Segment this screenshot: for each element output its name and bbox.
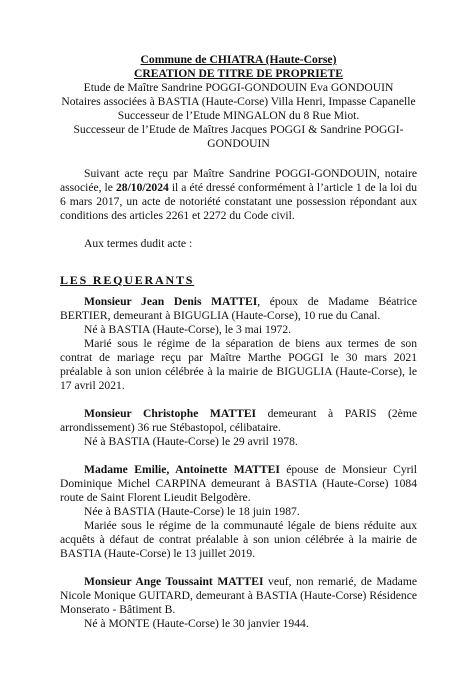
person-name: Madame Emilie, Antoinette MATTEI (84, 463, 280, 476)
commune-title: Commune de CHIATRA (Haute-Corse) (140, 53, 337, 66)
person-description: Monsieur Christophe MATTEI demeurant à PARIS (2ème arrondissement) 36 rue Stébastopol, célibataire. (60, 407, 417, 434)
section-title: LES REQUERANTS (60, 273, 195, 287)
person-name: Monsieur Christophe MATTEI (84, 407, 257, 420)
person-name: Monsieur Ange Toussaint MATTEI (84, 575, 264, 588)
person-description: Madame Emilie, Antoinette MATTEI épouse de Monsieur Cyril Dominique Michel CARPINA demeurant à BASTIA (Haute-Corse) 1084 route de Saint Florent Lieudit Belgodère. (60, 463, 417, 504)
notice-title: CREATION DE TITRE DE PROPRIETE (134, 67, 343, 80)
person-entry (60, 575, 417, 631)
person-entry (60, 463, 417, 561)
person-entry (60, 407, 417, 449)
person-birth: Né à BASTIA (Haute-Corse), le 3 mai 1972. (84, 323, 292, 336)
person-marital-status: Mariée sous le régime de la communauté légale de biens réduite aux acquêts à défaut de contrat préalable à son union célébrée à la mairie de BASTIA (Haute-Corse) le 13 juillet 2019. (60, 519, 417, 560)
person-name: Monsieur Jean Denis MATTEI (84, 295, 258, 308)
person-birth: Née à BASTIA (Haute-Corse) le 18 juin 1987. (84, 505, 300, 518)
successor-line-1: Successeur de l’Etude MINGALON du 8 Rue Miot. (117, 109, 360, 122)
person-birth: Né à MONTE (Haute-Corse) le 30 janvier 1944. (84, 617, 309, 630)
terms-paragraph: Aux termes dudit acte : (84, 237, 193, 250)
notary-address: Notaires associées à BASTIA (Haute-Corse) Villa Henri, Impasse Capanelle (61, 95, 416, 108)
person-description: Monsieur Ange Toussaint MATTEI veuf, non remarié, de Madame Nicole Monique GUITARD, demeurant à BASTIA (Haute-Corse) Résidence Monserato - Bâtiment B. (60, 575, 417, 616)
notary-office: Etude de Maître Sandrine POGGI-GONDOUIN Eva GONDOUIN (83, 81, 394, 94)
person-entry (60, 295, 417, 393)
notice-body (60, 167, 417, 631)
act-date: 28/10/2024 (115, 181, 169, 194)
intro-paragraph: Suivant acte reçu par Maître Sandrine POGGI-GONDOUIN, notaire associée, le 28/10/2024 il a été dressé conformément à l’article 1 de la loi du 6 mars 2017, un acte de notoriété constatant une possession répondant aux conditions des articles 2261 et 2272 du Code civil. (60, 167, 418, 222)
successor-line-2: Successeur de l’Etude de Maîtres Jacques POGGI & Sandrine POGGI-GONDOUIN (73, 123, 404, 150)
notice-header (60, 53, 417, 151)
person-description: Monsieur Jean Denis MATTEI, époux de Madame Béatrice BERTIER, demeurant à BIGUGLIA (Haute-Corse), 10 rue du Canal. (60, 295, 417, 322)
person-marital-status: Marié sous le régime de la séparation de biens aux termes de son contrat de mariage reçu par Maître Marthe POGGI le 30 mars 2021 préalable à son union célébrée à la mairie de BIGUGLIA (Haute-Corse), le 17 avril 2021. (60, 337, 417, 392)
person-birth: Né à BASTIA (Haute-Corse) le 29 avril 1978. (84, 435, 298, 448)
